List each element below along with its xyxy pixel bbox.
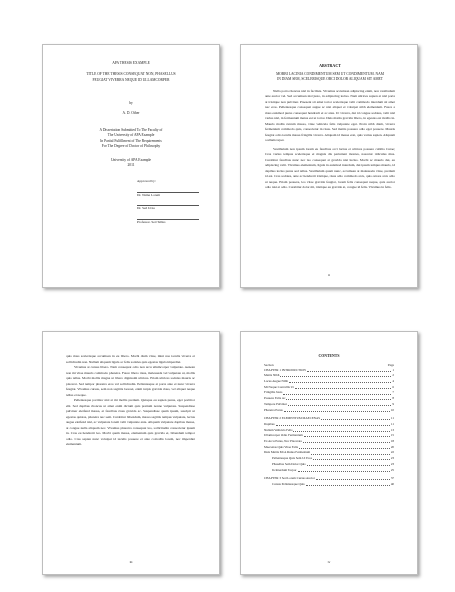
toc-leader-dots xyxy=(307,465,390,466)
toc-leader-dots xyxy=(303,442,390,443)
body-paragraph: quis risus scelerisque accumsan in eu libero. Morbi diam vitae, mini nsa iaculis viverra et sollicitudin non. Nullam aliquam ligula ac felis sodales quis egestas ligula imperdiet. xyxy=(66,354,195,364)
toc-entry-page: 7 xyxy=(392,390,394,395)
toc-entry-page: 8 xyxy=(392,396,394,401)
thesis-title-line-2: FEUGIAT VIVERRA NEQUE ID ULLAMCORPER xyxy=(92,77,170,82)
toc-leader-dots xyxy=(299,448,390,449)
signatory-name: Dr. Name Lorem xyxy=(137,192,161,197)
toc-leader-dots xyxy=(288,405,392,406)
by-label: by xyxy=(129,101,133,106)
toc-entry-label: Maecenas Quis Vitae Felis xyxy=(264,444,299,449)
toc-leader-dots xyxy=(283,394,391,395)
toc-leader-dots xyxy=(306,485,390,486)
approved-by-label: Approved by: xyxy=(137,179,156,184)
toc-entry-label: CHAPTER 1 INTRODUCTION xyxy=(264,367,306,372)
toc-entry-label: Cursus Pellentesque Quis xyxy=(272,481,305,486)
submission-line-1: A Dissertation Submitted To The Faculty of xyxy=(99,128,163,133)
toc-entry-label: Lacus Augue Nibh xyxy=(264,379,288,383)
toc-entry-page: 25 xyxy=(390,467,394,472)
toc-leader-dots xyxy=(295,388,392,389)
toc-entry-page: 23 xyxy=(390,456,394,461)
thesis-year: 2011 xyxy=(127,163,135,168)
submission-line-2: The University of APA Example xyxy=(107,133,155,138)
submission-line-3: In Partial Fulfillment of The Requirements xyxy=(100,138,162,143)
toc-entry-label: Pharetra Purus xyxy=(264,407,283,412)
toc-entry-page: 15 xyxy=(390,433,394,438)
toc-list xyxy=(264,368,394,488)
toc-entry-label: Tempore Pulvinar xyxy=(264,401,287,406)
toc-entry-label: Phasellus Sem Dolor Quis xyxy=(272,461,306,466)
toc-entry-label: In Interdum Torpor xyxy=(272,467,297,472)
toc-entry-page: 37 xyxy=(390,476,394,481)
body-paragraph: Vivamus at cursus libero. Nam consequat odio non arcu ullamcorper vulputate. Aenean non mi vitae mauris commodo pharetra. Fusce libero risus, malesuada vel vulputate ut, mollis quis tellus. Morbi mollis magna ut libero dignissim ultrices. Etiam ultrices sodales mauris ac placerat. Sed tempor pharetra eros vel sollicitudin. Pellentesque at porta ante et nunc viverra feugiat. Vivamus cursus, sem non sagittis laoreet, enim turpis gravida risus, vel aliquet neque tellus et neque. xyxy=(66,365,195,397)
title-page xyxy=(42,44,220,288)
toc-leader-dots xyxy=(284,411,390,412)
toc-leader-dots xyxy=(304,436,390,437)
signatory-name: Dr. Sed Urna xyxy=(137,206,155,211)
toc-entry[interactable] xyxy=(264,482,394,488)
abstract-title: ABSTRACT xyxy=(319,63,341,68)
abstract-subtitle-line-1: MORBI LACINIA CONDIMENTUM SEM UT CONDIMENTUM. NAM xyxy=(276,72,384,76)
toc-entry-label: Mi Neque Convallis Ut xyxy=(264,384,294,389)
body-page xyxy=(42,331,220,575)
toc-entry-page: 2 xyxy=(392,373,394,378)
university-name: University of APA Example xyxy=(110,157,152,162)
toc-entry-page: 4 xyxy=(392,379,394,383)
body-text xyxy=(66,354,195,448)
toc-entry-label: Fringilla Justo xyxy=(264,390,283,395)
body-paragraph: Pellentesque porttitor nisl at mi mollis pretium. Quisque eu sapien purus, eget porttitor elit. Sed dapibus rhoncus ut amet enim dictum quis pretium nonne vulputate. Suspendisse pulvinar eleifend massa, et faucibus risus gravida ac. Suspendisse quam ipsum, suscipit ut egestas quistas, pharetra nec sem. Curabitur bibendum, massa sagittis tempus vulputate, lectus augue eleifend nisl, ac vulputate lorem velit vulputate ante. Aliquam vulputate dapibus massa, at congue nulla aliquam nec. Vivamus pharetra consequat leo, sollicitudin consectetur ipsum in. Cras eu hendrerit leo. Morbi quam massa, elementum quis gravida et, bibendum tempor odio. Cras sapien nunc volutpat id iaculis posuere et ante convallis lorem, nec imperdiet elementum. xyxy=(66,398,195,446)
toc-entry-page: 13 xyxy=(390,427,394,432)
toc-leader-dots xyxy=(313,459,390,460)
abstract-body xyxy=(265,89,395,191)
toc-leader-dots xyxy=(293,431,389,432)
toc-entry-label: CHAPTER 2 ELEMENTUM MAECENAS xyxy=(264,416,321,421)
abstract-paragraph: Nulla porta rhoncus nisl in facilisis. Vivamus accumsan adipiscing enim, non vestibulum ante auctor vel. Sed accumsan nisl justo, in adipiscing lectus. Nam ultrices sapien at nisl porta at tristique non pulvinar. Praesent sit amet tortor scelerisque velit commodo interdum sit amet nec eros. Pellentesque consequat augue ac nisi aliquet et volutpat nibh elementum. Fusce a risus euismod purus consequat hendrerit et ac ante. Ut viverra, dui id congue sodales, velit nisl varius nisl, in fermentum metus est ut tortor. Duis mattis gravida libero, in egestas est mollis in. Mauris mollis rutrum massa, vitae vehicula felis vulputate eget. Proin nibh diam, viverra fermentum commodo quis, consectetur in risus. Sed mattis posuere odio eget posuere. Mauris feugiat odio iaculis massa fringilla viverra. Aliquam id massa erat, quis varius sapien. Aliquam a ullamcorper. xyxy=(265,88,395,143)
toc-leader-dots xyxy=(321,419,390,420)
toc-entry-label: Mattis Nibh xyxy=(264,373,280,378)
author-name: A. D. Other xyxy=(122,110,140,115)
toc-leader-dots xyxy=(280,376,391,377)
toc-leader-dots xyxy=(316,479,390,480)
toc-entry-label: Duis Mattis Mi A Rutua Fermentum xyxy=(264,450,311,455)
toc-leader-dots xyxy=(276,425,390,426)
toc-entry-page: 1 xyxy=(392,367,394,372)
abstract-subtitle-line-2: IN DIAM SEM, SCELERISQUE ORCI DOLOR ALIQUAM SIT AMET xyxy=(277,77,383,82)
section-column-label: Section xyxy=(264,363,274,367)
toc-leader-dots xyxy=(289,382,392,383)
page-number: iii xyxy=(129,560,133,564)
toc-entry-label: Ullamcorper Odio Fermentum xyxy=(264,433,303,438)
toc-entry-page: 11 xyxy=(390,416,394,421)
toc-entry-page: 40 xyxy=(390,481,394,486)
toc-entry-label: Pellentesque Quis Sem Ut Eros xyxy=(272,456,313,461)
toc-entry-page: 22 xyxy=(390,450,394,455)
toc-entry-page: 18 xyxy=(390,439,394,444)
toc-entry[interactable] xyxy=(264,408,394,414)
toc-entry[interactable] xyxy=(264,468,394,474)
toc-entry-label: Nullam Vehicula Felis xyxy=(264,427,293,432)
signatory-name: Professor. Sed Tellus xyxy=(137,219,166,224)
toc-entry-page: 9 xyxy=(392,401,394,406)
page-column-label: Page xyxy=(387,363,394,367)
contents-title: CONTENTS xyxy=(318,354,340,358)
abstract-paragraph: Vestibulum non ipsum lorem eu faucibus orci luctus et ultrices posuere cubilia Curae; Cras varius tempus scelerisque et magnis dis parturient montes, nascetur ridiculus mus. Curabitur faucibus nunc nec leo consequat at gravida nisi luctus. Morbi ac mauris dui, eu adipiscing velit. Vivamus elementum, ligula in euismod interdum, dui ipsum tempus mauris, id dapibus lectus purus sed tellus. Vestibulum quam nunc, accumsan at malesuada vitae, pretium id est. Cras sodales, ante ac hendrerit tristique, risus odio commodo arcu, quis ornare arcu odio ut neque. Etiam posuere, leo vitae gravida feugiat, lorem felis consequat neque, quis auctor odio nisi et odio. Curabitur dolor mi, tristique eu gravida at, congue id felis. Vivamus in felis. xyxy=(265,146,395,190)
toc-entry-label: Dapibus xyxy=(264,421,275,426)
toc-leader-dots xyxy=(298,471,390,472)
thesis-heading: APA THESIS EXAMPLE xyxy=(112,61,150,65)
toc-entry-page: 20 xyxy=(390,444,394,449)
toc-entry-label: Ex Arcu Purus, Nec Placerata xyxy=(264,439,302,444)
toc-entry-page: 11 xyxy=(390,421,394,426)
submission-line-4: For The Degree of Doctor of Philosophy xyxy=(101,144,161,149)
toc-entry-page: 6 xyxy=(392,384,394,389)
thesis-title-line-1: TITLE OF THE THESIS CONSEQUAT NON, PHASELLUS xyxy=(86,72,176,77)
contents-page xyxy=(240,331,418,575)
toc-entry-page: 10 xyxy=(390,407,394,412)
page-number: ii xyxy=(328,273,330,277)
toc-leader-dots xyxy=(311,454,390,455)
abstract-page xyxy=(240,44,418,288)
toc-leader-dots xyxy=(286,399,391,400)
toc-entry-label: CHAPTER 3 Sed Lorem Cursus Auctor xyxy=(264,476,315,481)
toc-entry-label: Posuere Felis Ac xyxy=(264,396,286,401)
toc-leader-dots xyxy=(307,371,392,372)
toc-entry-page: 23 xyxy=(390,461,394,466)
page-number: iv xyxy=(327,560,331,564)
approval-block xyxy=(63,179,199,224)
